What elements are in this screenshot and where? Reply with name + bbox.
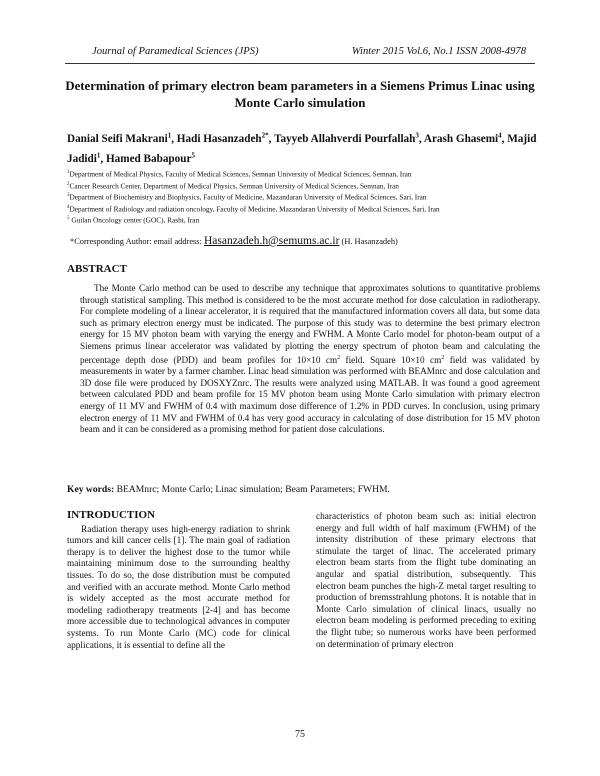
abstract-text: The Monte Carlo method can be used to describe any technique that approximates solutions to quantitative problems through statistical sampling. This method is considered to be the most accurate method for dose calculation in radiotherapy. For complete modeling of a linear accelerator, it is required that the manufactured information covers all data, but some data such as primary electron energy must be indicated. The purpose of this study was to determine the best primary electron energy for 15 MV photon beam with varying the energy and FWHM. A Monte Carlo model for photon-beam output of a Siemens primus linear accelerator was validated by plotting the energy spectrum of photon beam and calculating the percentage depth dose (PDD) and beam profiles for 10×10 $cm^2$ field. Square 10×10 $cm^2$ field was validated by measurements in water by a farmer chamber. Linac head simulation was performed with BEAMnrc and dose calculation and 3D dose file were produced by DOSXYZnrc. The results were analyzed using MATLAB. It was found a good agreement between calculated PDD and beam profile for 15 MV photon beam using Monte Carlo simulation with primary electron energy of 11 MV and FWHM of 0.4 with maximum dose difference of 1.2% in PDD curves. In conclusion, using primary electron energy of 11 MV and FWHM of 0.4 has very good accuracy in calculating of dose distribution for 15 MV photon beam and it can be considered as a promising method for patient dose calculations. [80,283,540,435]
keywords [67,484,540,495]
header-rule [65,63,535,64]
keywords-label: Key words: [67,484,115,495]
introduction-heading: INTRODUCTION [67,509,156,521]
abstract-heading: ABSTRACT [67,263,127,275]
affiliation: $^3$Department of Biochemistry and Biophysics, Faculty of Medicine, Mazandaran University of Medical Sciences, Sari, Iran [67,192,427,202]
affiliation: $^4$Department of Radiology and radiation oncology, Faculty of Medicine, Mazandaran University of Medical Sciences, Sari, Iran [67,203,440,213]
author: Hamed Babapour$^5$ [105,151,195,166]
affiliation: $^5$ Guilan Oncology center (GOC), Rasht, Iran [67,215,200,225]
intro-paragraph-right: characteristics of photon beam such as: initial electron energy and full width of half maximum (FWHM) of the intensity distribution of these primary electrons that stimulate the target of linac. The accelerated primary electron beam starts from the flight tube dominating an angular and spatial distribution, subsequently. This electron beam punches the high-Z metal target resulting to production of bremsstrahlung photons. It is notable that in Monte Carlo simulation of clinical linacs, usually no electron beam modeling is performed preceding to exiting the flight tube; so numerous works have been performed on determination of primary electron [316,512,536,650]
affiliation: $^2$Cancer Research Center, Department of Medical Physics, Semnan University of Medical Sciences, Semnan, Iran [67,180,399,190]
author-list [67,127,538,168]
email-link[interactable]: Hasanzadeh.h@semums.ac.ir [203,235,340,247]
author: Tayyeb Allahverdi Pourfallah$^3$, [274,131,424,145]
author: Arash Ghasemi$^4$, [423,131,508,145]
intro-paragraph-left: Radiation therapy uses high-energy radiation to shrink tumors and kill cancer cells [1]. The main goal of radiation therapy is to deliver the highest dose to the tumor while maintaining minimum dose to the surrounding healthy tissues. To do so, the dose distribution must be computed and verified with an accurate method. Monte Carlo method is widely accepted as the most accurate method for modeling radiotherapy treatments [2-4] and has become more accessible due to technological advances in computer systems. To run Monte Carlo (MC) code for clinical applications, it is essential to define all the [67,524,290,651]
page-number: 75 [295,729,305,740]
left-column [67,510,290,652]
running-header [92,46,526,57]
author: Danial Seifi Makrani$^1$, [67,131,177,145]
right-column [316,512,536,651]
keywords-text: BEAMnrc; Monte Carlo; Linac simulation; Beam Parameters; FWHM. [114,484,390,495]
paper-title: Determination of primary electron beam parameters in a Siemens Primus Linac using Monte Carlo simulation [65,79,535,110]
affiliation-list [67,168,560,226]
corresponding-author: *Corresponding Author: email address: Hasanzadeh.h@semums.ac.ir (H. Hasanzadeh) [70,235,398,247]
affiliation: $^1$Department of Medical Physics, Faculty of Medical Sciences, Semnan University of Medical Sciences, Semnan, Iran [67,169,412,179]
issue-info: Winter 2015 Vol.6, No.1 ISSN 2008-4978 [351,46,526,57]
journal-name: Journal of Paramedical Sciences (JPS) [92,46,259,57]
author: Hadi Hasanzadeh$^{2*}$, [176,131,275,145]
author: Majid Jadidi$^1$, [67,132,537,166]
